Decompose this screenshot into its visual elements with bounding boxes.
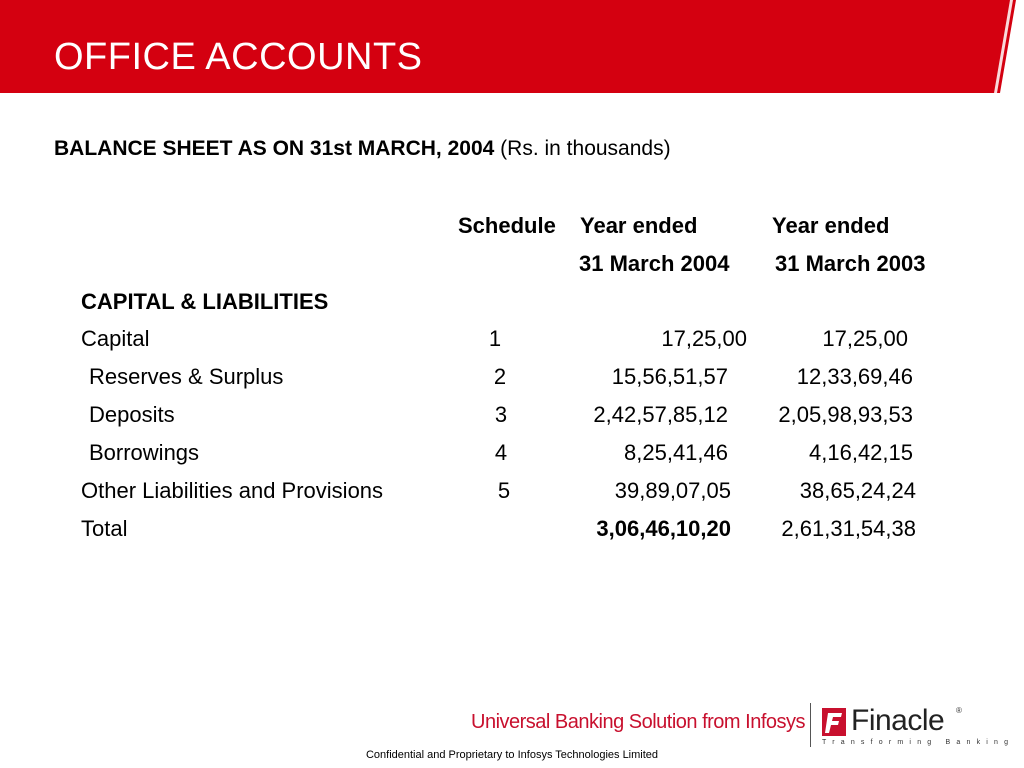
balance-sheet-subtitle [54, 137, 671, 161]
header-slash-decoration [964, 0, 1024, 93]
col-header-2004-line1: Year ended [580, 213, 698, 238]
col-header-2004-line2: 31 March 2004 [579, 251, 730, 276]
row-label-other-liabilities: Other Liabilities and Provisions [81, 478, 384, 503]
row-label-reserves: Reserves & Surplus [89, 364, 284, 389]
footer-divider [810, 703, 811, 747]
row-schedule-borrowings: 4 [494, 440, 508, 465]
row-2003-total: 2,61,31,54,38 [781, 516, 916, 541]
confidentiality-notice: Confidential and Proprietary to Infosys Technologies Limited [365, 749, 659, 761]
subtitle-units: (Rs. in thousands) [500, 137, 671, 160]
page-title: OFFICE ACCOUNTS [54, 36, 423, 78]
row-2004-capital: 17,25,00 [661, 326, 747, 351]
subtitle-bold: BALANCE SHEET AS ON 31st MARCH, 2004 [54, 137, 495, 160]
header-bar [0, 0, 1024, 93]
row-label-total: Total [81, 516, 128, 541]
row-2003-other-liabilities: 38,65,24,24 [799, 478, 916, 503]
row-2004-other-liabilities: 39,89,07,05 [614, 478, 731, 503]
row-schedule-deposits: 3 [494, 402, 508, 427]
row-2004-deposits: 2,42,57,85,12 [593, 402, 728, 427]
row-2004-total: 3,06,46,10,20 [596, 516, 731, 541]
finacle-logo-mark-icon [822, 708, 846, 736]
registered-mark: ® [956, 706, 962, 715]
row-label-deposits: Deposits [89, 402, 175, 427]
row-2004-borrowings: 8,25,41,46 [624, 440, 728, 465]
row-2003-reserves: 12,33,69,46 [796, 364, 913, 389]
col-header-schedule: Schedule [458, 213, 556, 238]
row-2003-borrowings: 4,16,42,15 [809, 440, 913, 465]
finacle-logo-text: Finacle [851, 704, 945, 737]
row-2003-capital: 17,25,00 [822, 326, 908, 351]
section-heading: CAPITAL & LIABILITIES [81, 289, 329, 314]
row-2003-deposits: 2,05,98,93,53 [778, 402, 913, 427]
footer-brand-line: Universal Banking Solution from Infosys [471, 711, 805, 733]
row-label-borrowings: Borrowings [89, 440, 200, 465]
row-2004-reserves: 15,56,51,57 [611, 364, 728, 389]
row-label-capital: Capital [81, 326, 150, 351]
col-header-2003-line1: Year ended [772, 213, 890, 238]
row-schedule-capital: 1 [488, 326, 502, 351]
row-schedule-other-liabilities: 5 [497, 478, 511, 503]
finacle-tagline: Transforming Banking [822, 739, 1015, 746]
row-schedule-reserves: 2 [493, 364, 507, 389]
col-header-2003-line2: 31 March 2003 [775, 251, 926, 276]
